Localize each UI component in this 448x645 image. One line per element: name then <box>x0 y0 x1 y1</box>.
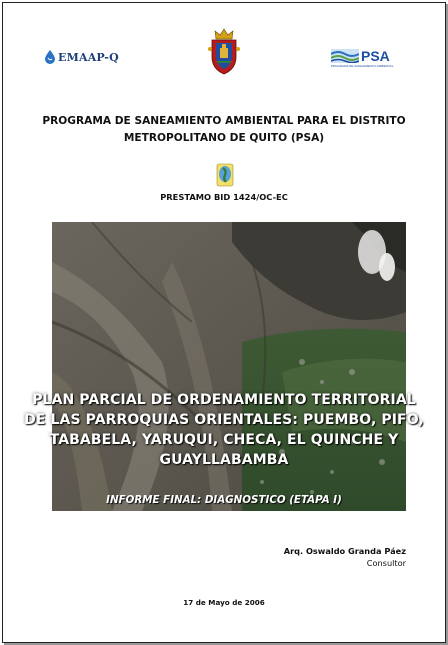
plan-title-line2: DE LAS PARROQUIAS ORIENTALES: PUEMBO, PIFO, <box>24 412 424 428</box>
author-name: Arq. Oswaldo Granda Páez <box>283 546 406 556</box>
plan-title-line1: PLAN PARCIAL DE ORDENAMIENTO TERRITORIAL <box>32 392 416 408</box>
emaap-logo <box>44 50 119 64</box>
program-title-line2: METROPOLITANO DE QUITO (PSA) <box>123 132 325 144</box>
psa-logo-subtitle: PROGRAMA DE SANEAMIENTO AMBIENTAL <box>331 64 394 68</box>
psa-logo-text: PSA <box>361 48 390 64</box>
program-title <box>40 113 408 147</box>
psa-logo <box>331 48 394 68</box>
loan-reference: PRESTAMO BID 1424/OC-EC <box>160 192 288 202</box>
emaap-logo-text: EMAAP-Q <box>58 50 119 64</box>
document-date: 17 de Mayo de 2006 <box>183 598 265 607</box>
program-title-line1: PROGRAMA DE SANEAMIENTO AMBIENTAL PARA EL DISTRITO <box>42 115 406 127</box>
author-block <box>284 545 406 569</box>
quito-coat-of-arms-icon <box>207 27 241 77</box>
water-drop-icon <box>44 50 56 64</box>
bid-logo-icon <box>216 163 234 187</box>
author-role: Consultor <box>366 558 406 568</box>
plan-title <box>0 390 448 470</box>
plan-title-line4: GUAYLLABAMBA <box>159 452 289 468</box>
psa-wave-icon <box>331 49 359 63</box>
report-subtitle: INFORME FINAL: DIAGNOSTICO (ETAPA I) <box>106 494 342 506</box>
plan-title-line3: TABABELA, YARUQUI, CHECA, EL QUINCHE Y <box>49 432 399 448</box>
